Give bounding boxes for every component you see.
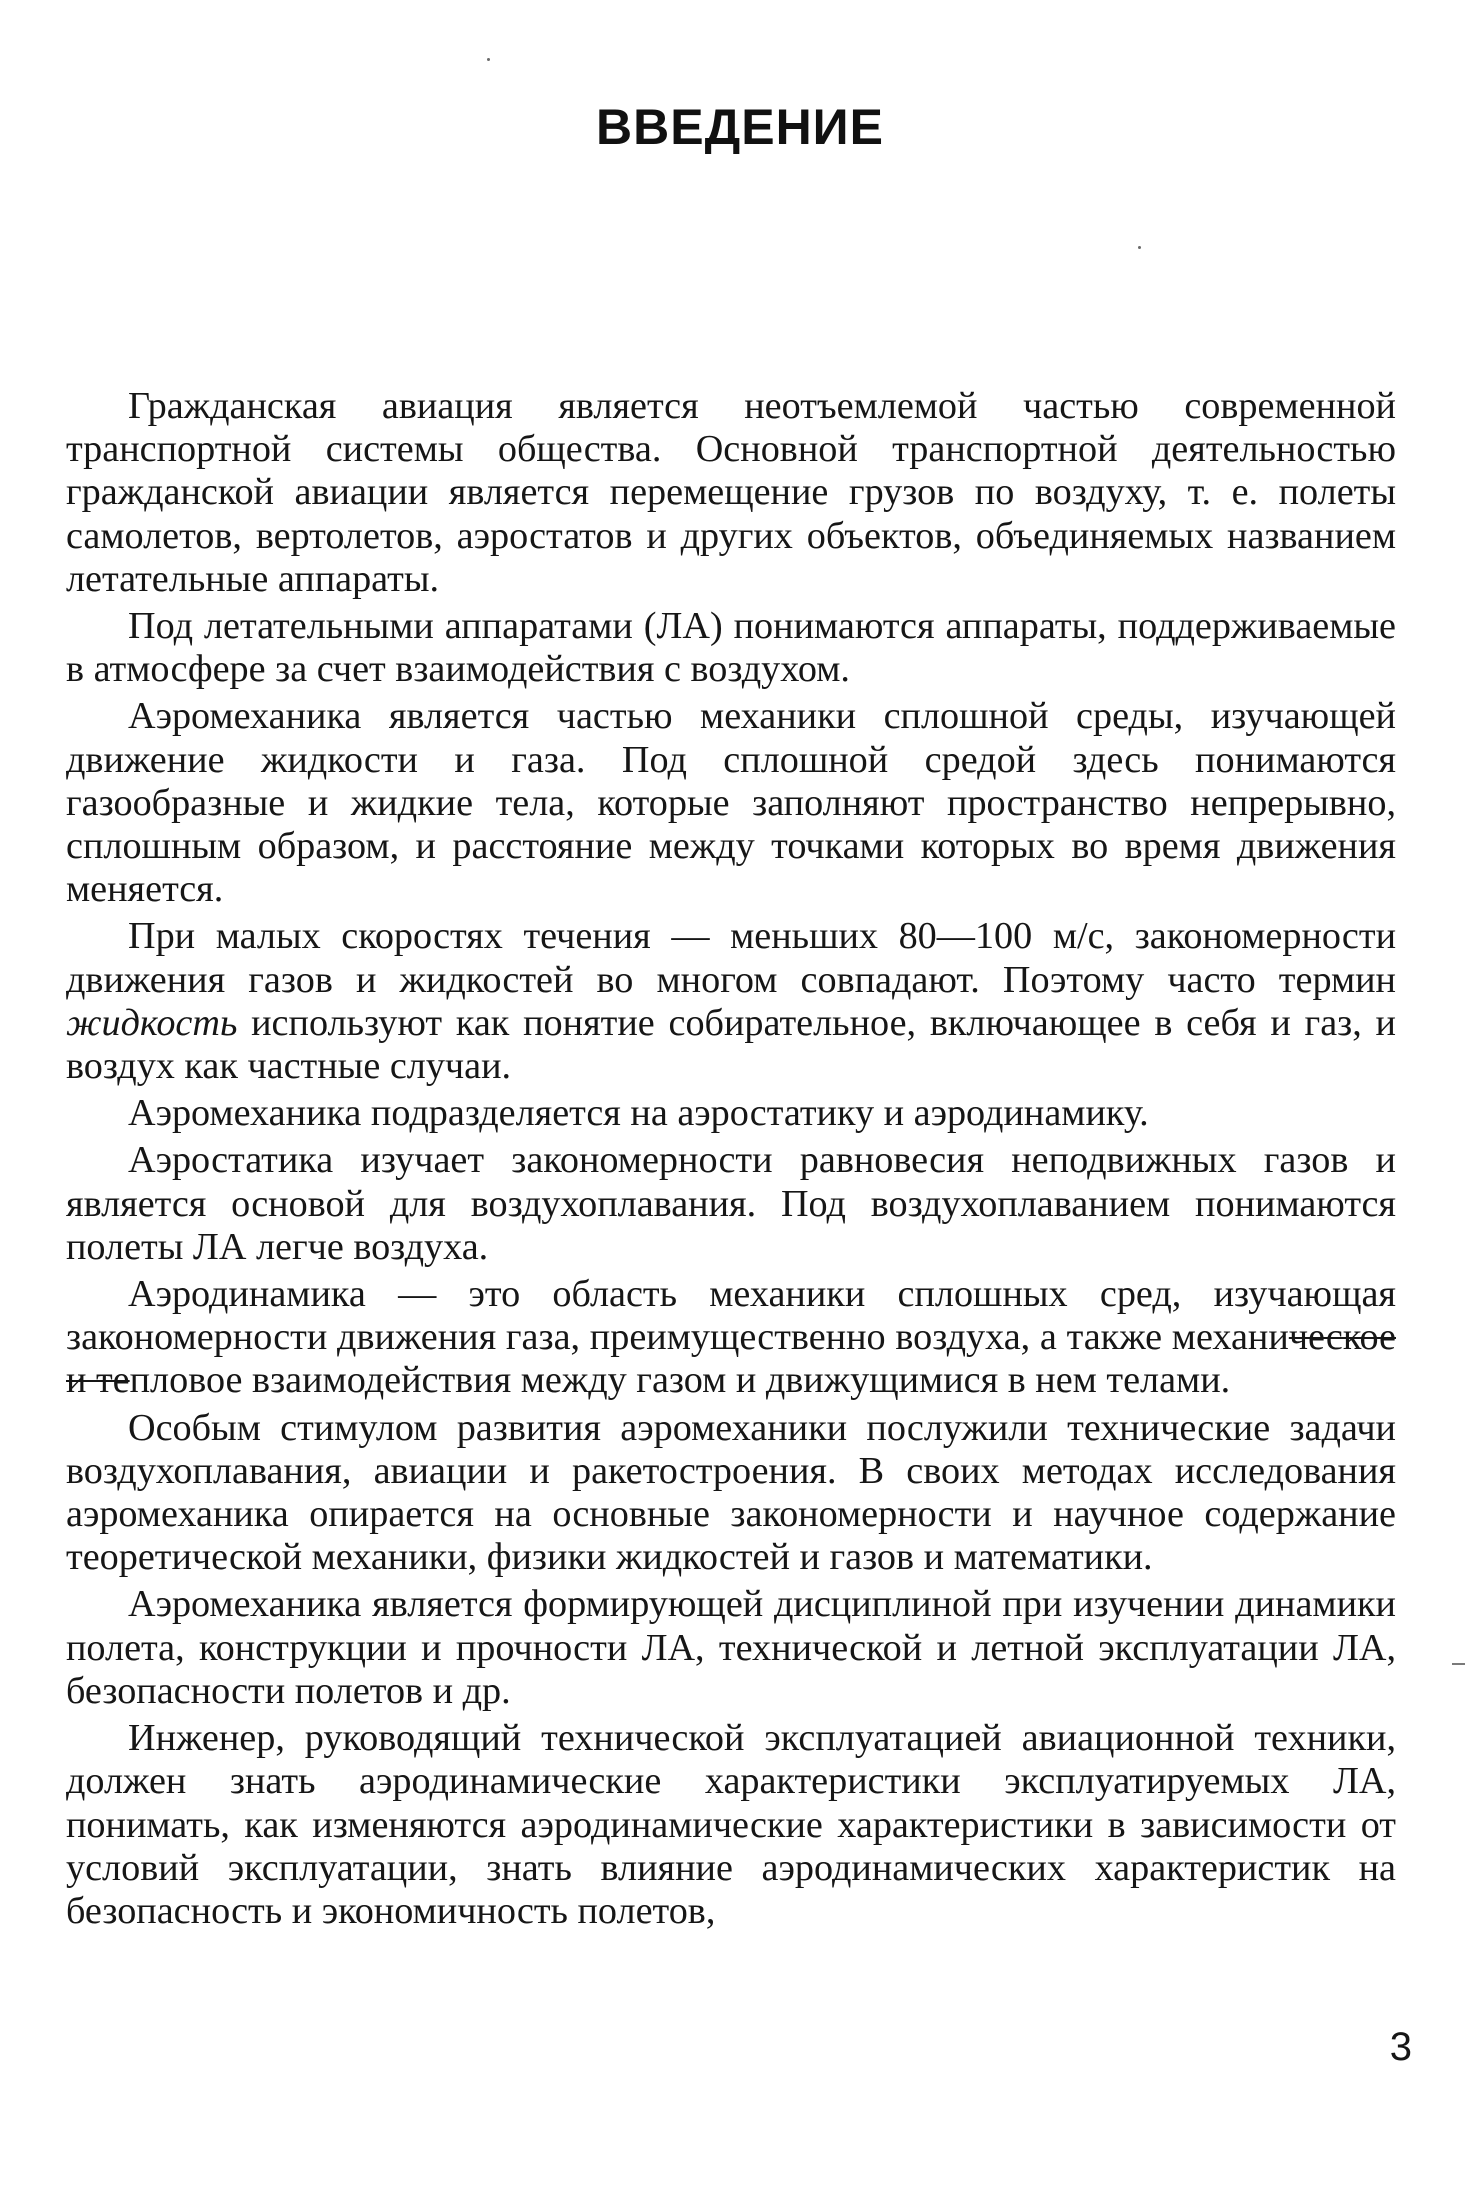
paragraph-text: Аэродинамика — это область механики сплошных сред, изучающая закономерности движения газа, преимущественно воздуха, а также механи (66, 1273, 1396, 1359)
emphasized-term: жидкость (66, 1001, 238, 1044)
paragraph-text: используют как понятие собирательное, включающее в себя и газ, и воздух как частные случаи. (66, 1001, 1396, 1088)
body-text (66, 385, 1396, 1937)
struck-text: ческое и те (66, 1316, 1396, 1402)
paragraph: Аэростатика изучает закономерности равновесия неподвижных газов и является основой для воздухоплавания. Под воздухоплаванием понимаются полеты ЛА легче воздуха. (66, 1139, 1396, 1268)
paragraph: Аэромеханика является частью механики сплошной среды, изучающей движение жидкости и газа. Под сплошной средой здесь понимаются газообразные и жидкие тела, которые заполняют пространство непрерывно, сплошным образом, и расстояние между точками которых во время движения меняется. (66, 695, 1396, 911)
paragraph: Гражданская авиация является неотъемлемой частью современной транспортной системы общества. Основной транспортной деятельностью гражданской авиации является перемещение грузов по воздуху, т. е. полеты самолетов, вертолетов, аэростатов и других объектов, объединяемых названием летательные аппараты. (66, 385, 1396, 600)
paragraph: Под летательными аппаратами (ЛА) понимаются аппараты, поддерживаемые в атмосфере за счет взаимодействия с воздухом. (66, 605, 1396, 691)
paragraph: Аэромеханика является формирующей дисциплиной при изучении динамики полета, конструкции и прочности ЛА, технической и летной эксплуатации ЛА, безопасности полетов и др. (66, 1583, 1396, 1712)
page-title: ВВЕДЕНИЕ (596, 98, 884, 155)
page-number: 3 (1389, 2025, 1412, 2069)
scan-speck (487, 58, 490, 61)
scan-speck (1138, 246, 1141, 249)
paragraph: Аэромеханика подразделяется на аэростатику и аэродинамику. (128, 1092, 1149, 1135)
paragraph-text: При малых скоростях течения — меньших 80—100 м/с, закономерности движения газов и жидкостей во многом совпадают. Поэтому часто термин (66, 915, 1396, 1001)
scan-mark (1452, 1663, 1465, 1665)
paragraph-text: пловое взаимодействия между газом и движущимися в нем телами. (129, 1359, 1231, 1402)
paragraph (66, 1273, 1396, 1403)
paragraph (66, 915, 1396, 1088)
paragraph: Особым стимулом развития аэромеханики послужили технические задачи воздухоплавания, авиации и ракетостроения. В своих методах исследования аэромеханика опирается на основные закономерности и научное содержание теоретической механики, физики жидкостей и газов и математики. (66, 1406, 1396, 1579)
paragraph: Инженер, руководящий технической эксплуатацией авиационной техники, должен знать аэродинамические характеристики эксплуатируемых ЛА, понимать, как изменяются аэродинамические характеристики в зависимости от условий эксплуатации, знать влияние аэродинамических характеристик на безопасность и экономичность полетов, (66, 1717, 1396, 1932)
